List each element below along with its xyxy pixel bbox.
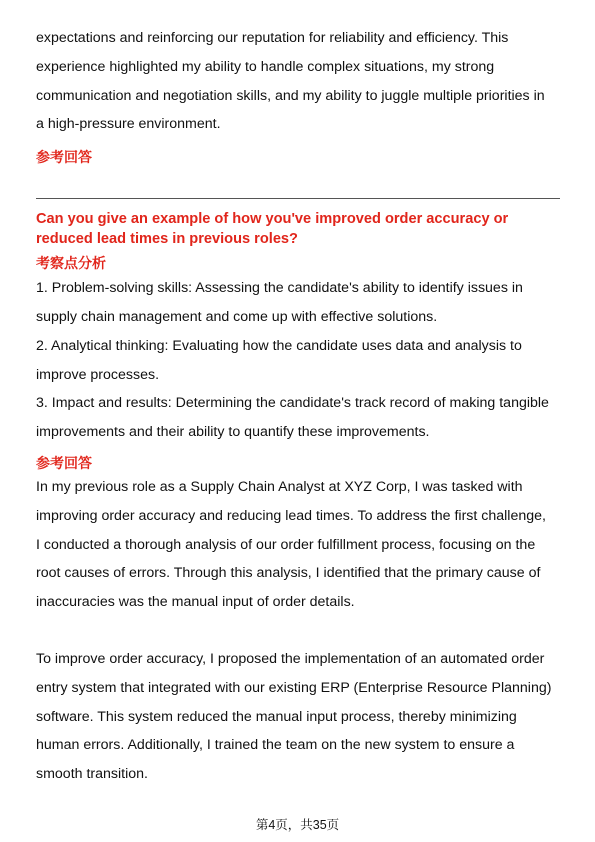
text-line: improving order accuracy and reducing lead times. To address the first challenge, [36, 507, 546, 524]
text-line: improve processes. [36, 366, 160, 383]
text-line: 3. Impact and results: Determining the candidate's track record of making tangible [36, 395, 549, 412]
answer-paragraph [36, 645, 561, 789]
continuation-paragraph [36, 24, 561, 139]
text-line: improvements and their ability to quantify these improvements. [36, 424, 430, 441]
text-line: software. This system reduced the manual input process, thereby minimizing [36, 708, 517, 725]
text-line: entry system that integrated with our existing ERP (Enterprise Resource Planning) [36, 679, 552, 696]
text-line: experience highlighted my ability to handle complex situations, my strong [36, 58, 495, 75]
text-line: I conducted a thorough analysis of our order fulfillment process, focusing on the [36, 536, 536, 553]
text-line: root causes of errors. Through this analysis, I identified that the primary cause of [36, 565, 541, 582]
text-line: In my previous role as a Supply Chain Analyst at XYZ Corp, I was tasked with [36, 478, 523, 495]
question-line: reduced lead times in previous roles? [36, 231, 298, 248]
text-line: a high-pressure environment. [36, 116, 221, 133]
page-number-footer: 第4页，共35页 [255, 818, 340, 832]
question-line: Can you give an example of how you've improved order accuracy or [36, 211, 509, 228]
text-line: human errors. Additionally, I trained the team on the new system to ensure a [36, 737, 515, 754]
text-line: inaccuracies was the manual input of order details. [36, 594, 355, 611]
text-line: 2. Analytical thinking: Evaluating how the candidate uses data and analysis to [36, 337, 522, 354]
text-line: smooth transition. [36, 766, 148, 783]
section-divider [36, 198, 560, 199]
reference-answer-label: 参考回答 [36, 149, 92, 166]
text-line: expectations and reinforcing our reputation for reliability and efficiency. This [36, 30, 509, 46]
analysis-label: 考察点分析 [36, 255, 106, 272]
reference-answer-label: 参考回答 [36, 454, 92, 471]
text-line: supply chain management and come up with effective solutions. [36, 308, 438, 325]
analysis-point [36, 332, 561, 390]
question-heading [36, 209, 561, 249]
text-line: communication and negotiation skills, and my ability to juggle multiple priorities in [36, 87, 545, 104]
text-line: 1. Problem-solving skills: Assessing the candidate's ability to identify issues in [36, 280, 523, 297]
document-page [36, 24, 561, 789]
analysis-point [36, 274, 561, 332]
answer-paragraph [36, 473, 561, 617]
analysis-points [36, 274, 561, 447]
analysis-point [36, 389, 561, 447]
text-line: To improve order accuracy, I proposed the implementation of an automated order [36, 650, 545, 667]
